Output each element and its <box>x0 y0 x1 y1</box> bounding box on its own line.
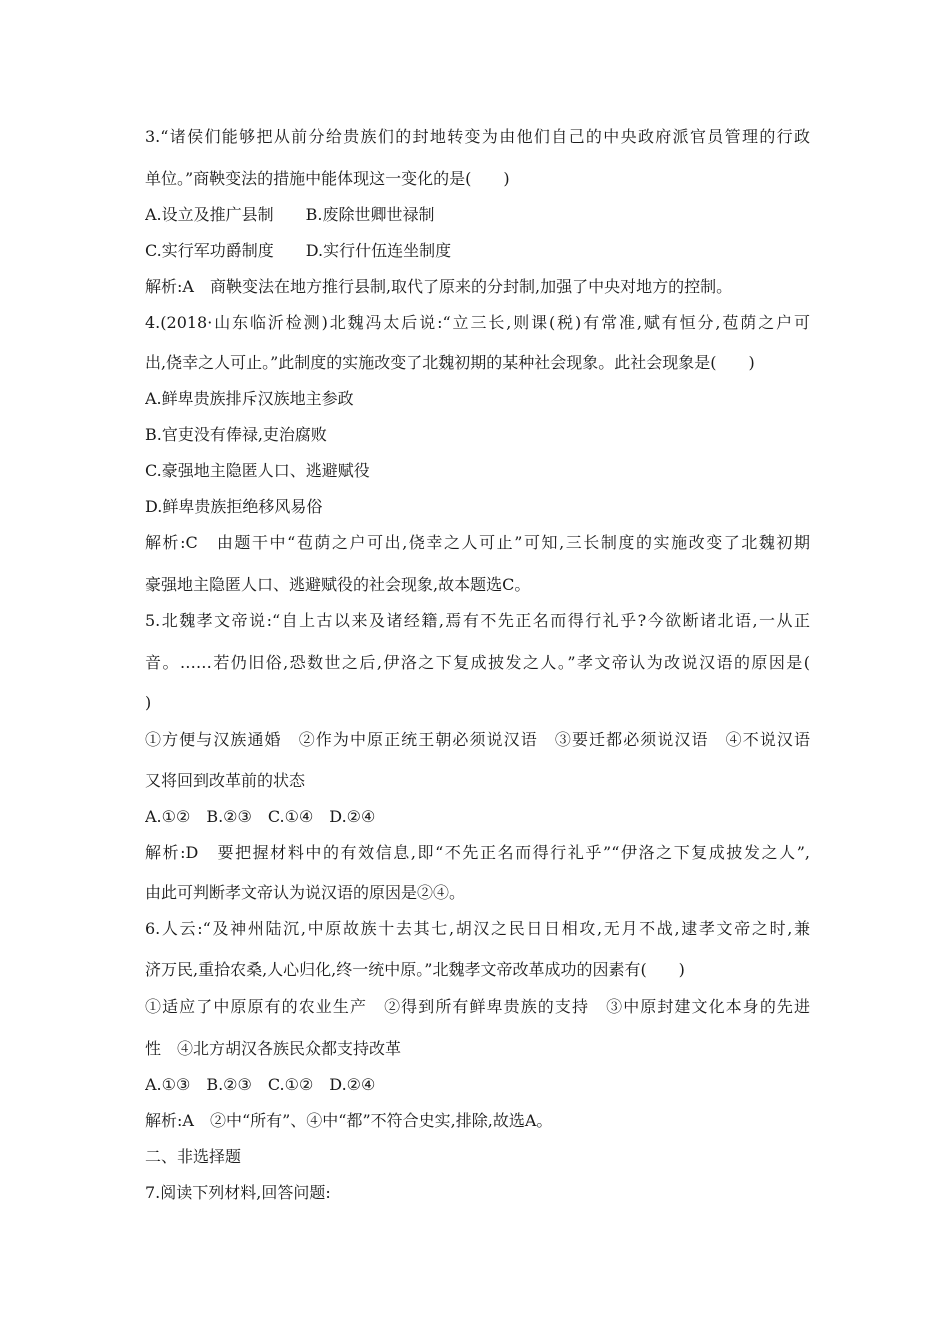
q5-options: A.①② B.②③ C.①④ D.②④ <box>145 807 376 826</box>
q4-analysis-line2: 豪强地主隐匿人口、逃避赋役的社会现象,故本题选C。 <box>145 575 531 594</box>
q7-stem: 7.阅读下列材料,回答问题: <box>145 1183 331 1202</box>
q6-stem-line1: 6.人云:“及神州陆沉,中原故族十去其七,胡汉之民日日相攻,无月不战,逮孝文帝之时,兼 <box>145 919 810 938</box>
q5-stem-line2: 音。……若仍旧俗,恐数世之后,伊洛之下复成披发之人。”孝文帝认为改说汉语的原因是( <box>145 653 810 672</box>
q5-analysis-line1: 解析:D 要把握材料中的有效信息,即“不先正名而得行礼乎”“伊洛之下复成披发之人”, <box>145 843 810 862</box>
q3-stem-line1: 3.“诸侯们能够把从前分给贵族们的封地转变为由他们自己的中央政府派官员管理的行政 <box>145 127 810 146</box>
q3-analysis: 解析:A 商鞅变法在地方推行县制,取代了原来的分封制,加强了中央对地方的控制。 <box>145 277 733 296</box>
q3-options-line2: C.实行军功爵制度 D.实行什伍连坐制度 <box>145 241 452 260</box>
q6-items-line2: 性 ④北方胡汉各族民众都支持改革 <box>145 1039 402 1058</box>
section-heading: 二、非选择题 <box>145 1147 242 1166</box>
q6-analysis: 解析:A ②中“所有”、④中“都”不符合史实,排除,故选A。 <box>145 1111 553 1130</box>
q6-stem-line2: 济万民,重拾农桑,人心归化,终一统中原。”北魏孝文帝改革成功的因素有( ) <box>145 960 685 979</box>
q4-stem-line2: 出,侥幸之人可止。”此制度的实施改变了北魏初期的某种社会现象。此社会现象是( ) <box>145 353 755 372</box>
q4-option-b: B.官吏没有俸禄,吏治腐败 <box>145 425 327 444</box>
q4-analysis-line1: 解析:C 由题干中“苞荫之户可出,侥幸之人可止”可知,三长制度的实施改变了北魏初期 <box>145 533 810 552</box>
q4-option-a: A.鲜卑贵族排斥汉族地主参政 <box>145 389 354 408</box>
q4-stem-line1: 4.(2018·山东临沂检测)北魏冯太后说:“立三长,则课(税)有常准,赋有恒分,苞荫之户可 <box>145 313 810 332</box>
q4-option-d: D.鲜卑贵族拒绝移风易俗 <box>145 497 323 516</box>
q6-options: A.①③ B.②③ C.①② D.②④ <box>145 1075 376 1094</box>
q5-analysis-line2: 由此可判断孝文帝认为说汉语的原因是②④。 <box>145 883 466 902</box>
q5-items-line2: 又将回到改革前的状态 <box>145 771 306 790</box>
q5-stem-line1: 5.北魏孝文帝说:“自上古以来及诸经籍,焉有不先正名而得行礼乎?今欲断诸北语,一从正 <box>145 611 810 630</box>
q5-items-line1: ①方便与汉族通婚 ②作为中原正统王朝必须说汉语 ③要迁都必须说汉语 ④不说汉语 <box>145 730 810 749</box>
q5-stem-line3: ) <box>145 693 152 712</box>
q3-options-line1: A.设立及推广县制 B.废除世卿世禄制 <box>145 205 435 224</box>
q4-option-c: C.豪强地主隐匿人口、逃避赋役 <box>145 461 370 480</box>
q3-stem-line2: 单位。”商鞅变法的措施中能体现这一变化的是( ) <box>145 169 510 188</box>
q6-items-line1: ①适应了中原原有的农业生产 ②得到所有鲜卑贵族的支持 ③中原封建文化本身的先进 <box>145 997 810 1016</box>
